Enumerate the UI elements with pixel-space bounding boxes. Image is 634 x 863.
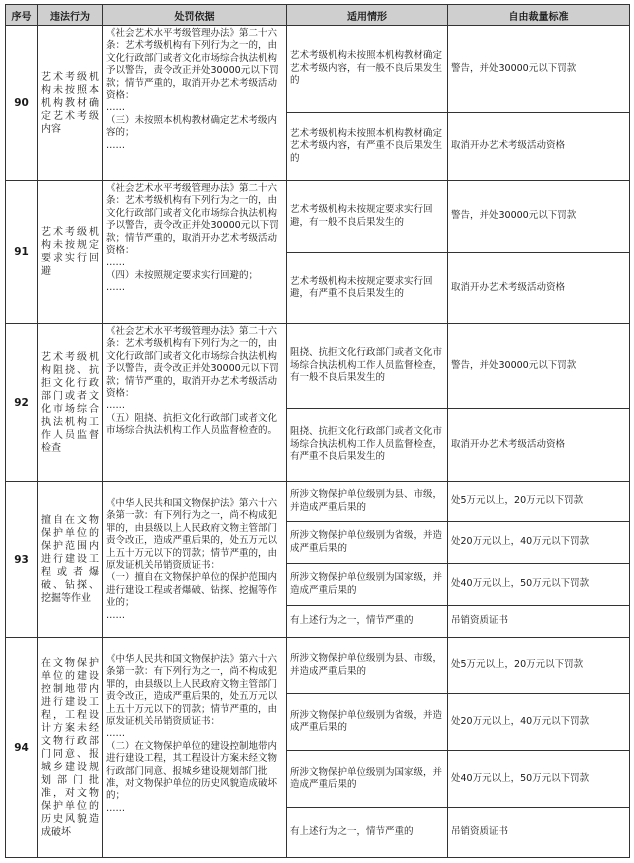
standard-cell: 处40万元以上，50万元以下罚款 [448,564,630,606]
basis-text: （五）阻挠、抗拒文化行政部门或者文化市场综合执法机构工作人员监督检查的。 [106,412,278,437]
basis-text: （四）未按照规定要求实行回避的； [106,269,259,281]
header-standard: 自由裁量标准 [448,5,630,26]
table-row [6,26,630,113]
basis-text: …… [106,102,125,114]
situation-cell: 艺术考级机构未按规定要求实行回避，有严重不良后果发生的 [287,253,448,324]
act-cell: 艺术考级机构阻挠、抗拒文化行政部门或者文化市场综合执法机构工作人员监督检查 [38,324,103,482]
basis-text: 《社会艺术水平考级管理办法》第二十六条：艺术考级机构有下列行为之一的，由文化行政部门或者文化市场综合执法机构予以警告，责令改正并处30000元以下罚款；情节严重的，取消开办艺术考级活动资格： [106,28,279,102]
standard-cell: 处5万元以上，20万元以下罚款 [448,482,630,522]
situation-cell: 有上述行为之一，情节严重的 [287,606,448,638]
basis-text: …… [106,728,125,740]
basis-cell [103,324,287,482]
header-seq: 序号 [6,5,38,26]
penalty-table [5,4,630,858]
situation-cell: 所涉文物保护单位级别为省级，并造成严重后果的 [287,694,448,751]
situation-cell: 所涉文物保护单位级别为县、市级，并造成严重后果的 [287,638,448,694]
basis-text: …… [106,400,125,412]
situation-cell: 阻挠、抗拒文化行政部门或者文化市场综合执法机构工作人员监督检查，有一般不良后果发生的 [287,324,448,409]
basis-text: 《中华人民共和国文物保护法》第六十六条第一款：有下列行为之一，尚不构成犯罪的，由县级以上人民政府文物主管部门责令改正，造成严重后果的，处五万元以上五十万元以下的罚款；情节严重的，由原发证机关吊销资质证书： [106,654,278,728]
standard-cell: 处20万元以上，40万元以下罚款 [448,522,630,564]
basis-text: …… [106,139,125,151]
basis-text: （一）擅自在文物保护单位的保护范围内进行建设工程或者爆破、钻探、挖掘等作业的； [106,572,278,609]
standard-cell: 警告，并处30000元以下罚款 [448,26,630,113]
basis-text: 《社会艺术水平考级管理办法》第二十六条：艺术考级机构有下列行为之一的，由文化行政部门或者文化市场综合执法机构予以警告，责令改正并处30000元以下罚款；情节严重的，取消开办艺术考级活动资格： [106,183,279,257]
header-situation: 适用情形 [287,5,448,26]
act-cell: 艺术考级机构未按照本机构教材确定艺术考级内容 [38,26,103,181]
header-row [6,5,630,26]
situation-cell: 所涉文物保护单位级别为国家级，并造成严重后果的 [287,564,448,606]
basis-text: …… [106,282,125,294]
standard-cell: 处20万元以上，40万元以下罚款 [448,694,630,751]
situation-cell: 所涉文物保护单位级别为国家级，并造成严重后果的 [287,751,448,808]
situation-cell: 阻挠、抗拒文化行政部门或者文化市场综合执法机构工作人员监督检查，有严重不良后果发生的 [287,409,448,482]
basis-text: （二）在文物保护单位的建设控制地带内进行建设工程，其工程设计方案未经文物行政部门同意、报城乡建设规划部门批准，对文物保护单位的历史风貌造成破坏的； [106,740,278,802]
seq-cell: 91 [6,181,38,324]
basis-text: 《中华人民共和国文物保护法》第六十六条第一款：有下列行为之一，尚不构成犯罪的，由县级以上人民政府文物主管部门责令改正，造成严重后果的，处五万元以上五十万元以下的罚款；情节严重的，由原发证机关吊销资质证书： [106,498,278,572]
standard-cell: 警告，并处30000元以下罚款 [448,324,630,409]
standard-cell: 取消开办艺术考级活动资格 [448,409,630,482]
act-cell: 在文物保护单位的建设控制地带内进行建设工程，工程设计方案未经文物行政部门同意、报城乡建设规划部门批准，对文物保护单位的历史风貌造成破坏 [38,638,103,858]
basis-cell [103,26,287,181]
basis-text: …… [106,609,125,621]
table-row [6,482,630,522]
basis-cell [103,181,287,324]
standard-cell: 取消开办艺术考级活动资格 [448,253,630,324]
seq-cell: 90 [6,26,38,181]
header-act: 违法行为 [38,5,103,26]
situation-cell: 有上述行为之一，情节严重的 [287,808,448,858]
situation-cell: 所涉文物保护单位级别为县、市级，并造成严重后果的 [287,482,448,522]
seq-cell: 94 [6,638,38,858]
standard-cell: 吊销资质证书 [448,808,630,858]
situation-cell: 艺术考级机构未按规定要求实行回避，有一般不良后果发生的 [287,181,448,253]
act-cell: 擅自在文物保护单位的保护范围内进行建设工程或者爆破、钻探、挖掘等作业 [38,482,103,638]
situation-cell: 艺术考级机构未按照本机构教材确定艺术考级内容，有一般不良后果发生的 [287,26,448,113]
basis-text: …… [106,802,125,814]
act-cell: 艺术考级机构未按规定要求实行回避 [38,181,103,324]
basis-cell [103,638,287,858]
basis-cell [103,482,287,638]
basis-text: …… [106,257,125,269]
standard-cell: 取消开办艺术考级活动资格 [448,113,630,181]
basis-text: （三）未按照本机构教材确定艺术考级内容的； [106,114,278,139]
standard-cell: 吊销资质证书 [448,606,630,638]
standard-cell: 处40万元以上，50万元以下罚款 [448,751,630,808]
table-row [6,181,630,253]
table-row [6,638,630,694]
basis-text: 《社会艺术水平考级管理办法》第二十六条：艺术考级机构有下列行为之一的，由文化行政部门或者文化市场综合执法机构予以警告，责令改正并处30000元以下罚款；情节严重的，取消开办艺术考级活动资格： [106,326,279,400]
seq-cell: 92 [6,324,38,482]
situation-cell: 所涉文物保护单位级别为省级，并造成严重后果的 [287,522,448,564]
standard-cell: 警告，并处30000元以下罚款 [448,181,630,253]
table-row [6,324,630,409]
standard-cell: 处5万元以上，20万元以下罚款 [448,638,630,694]
seq-cell: 93 [6,482,38,638]
header-basis: 处罚依据 [103,5,287,26]
situation-cell: 艺术考级机构未按照本机构教材确定艺术考级内容，有严重不良后果发生的 [287,113,448,181]
